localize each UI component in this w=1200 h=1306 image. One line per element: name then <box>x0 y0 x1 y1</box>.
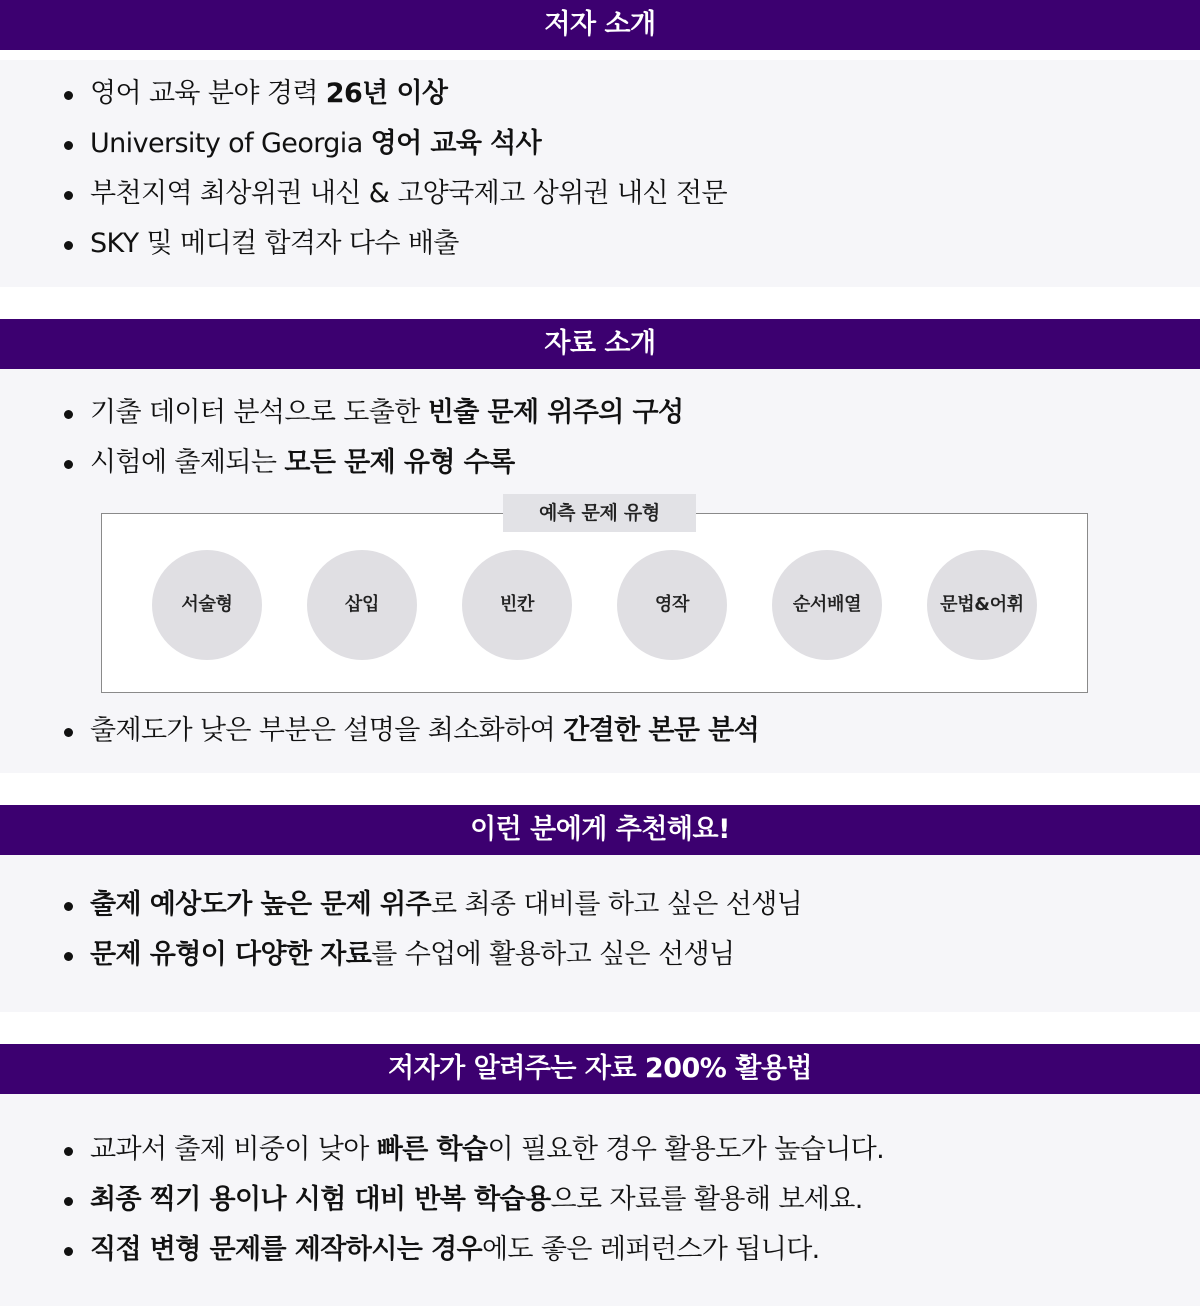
usage-item: 직접 변형 문제를 제작하시는 경우에도 좋은 레퍼런스가 됩니다. <box>90 1234 820 1265</box>
type-circle-composition: 영작 <box>617 550 727 660</box>
author-item: SKY 및 메디컬 합격자 다수 배출 <box>90 228 459 259</box>
material-item: 시험에 출제되는 모든 문제 유형 수록 <box>90 447 515 478</box>
type-circle-blank: 빈칸 <box>462 550 572 660</box>
material-item: 출제도가 낮은 부분은 설명을 최소화하여 간결한 본문 분석 <box>90 715 760 746</box>
author-item: 부천지역 최상위권 내신 & 고양국제고 상위권 내신 전문 <box>90 178 727 209</box>
usage-item: 최종 찍기 용이나 시험 대비 반복 학습용으로 자료를 활용해 보세요. <box>90 1184 863 1215</box>
material-section <box>0 319 1200 369</box>
author-item: 영어 교육 분야 경력 26년 이상 <box>90 78 448 109</box>
recommend-item: 출제 예상도가 높은 문제 위주로 최종 대비를 하고 싶은 선생님 <box>90 889 803 920</box>
material-item: 기출 데이터 분석으로 도출한 빈출 문제 위주의 구성 <box>90 397 684 428</box>
question-types-title: 예측 문제 유형 <box>503 494 696 532</box>
type-circle-insertion: 삽입 <box>307 550 417 660</box>
recommend-item: 문제 유형이 다양한 자료를 수업에 활용하고 싶은 선생님 <box>90 939 735 970</box>
usage-panel <box>0 1094 1200 1306</box>
author-panel <box>0 60 1200 287</box>
author-section-title: 저자 소개 <box>0 0 1200 50</box>
author-item: University of Georgia 영어 교육 석사 <box>90 128 542 159</box>
recommend-panel <box>0 855 1200 1012</box>
type-circle-ordering: 순서배열 <box>772 550 882 660</box>
usage-item: 교과서 출제 비중이 낮아 빠른 학습이 필요한 경우 활용도가 높습니다. <box>90 1134 885 1165</box>
material-section-title: 자료 소개 <box>0 319 1200 369</box>
type-circle-grammar: 문법&어휘 <box>927 550 1037 660</box>
usage-section <box>0 1044 1200 1094</box>
usage-section-title: 저자가 알려주는 자료 200% 활용법 <box>0 1044 1200 1094</box>
author-section <box>0 0 1200 50</box>
recommend-section <box>0 805 1200 855</box>
type-circle-essay: 서술형 <box>152 550 262 660</box>
recommend-section-title: 이런 분에게 추천해요! <box>0 805 1200 855</box>
